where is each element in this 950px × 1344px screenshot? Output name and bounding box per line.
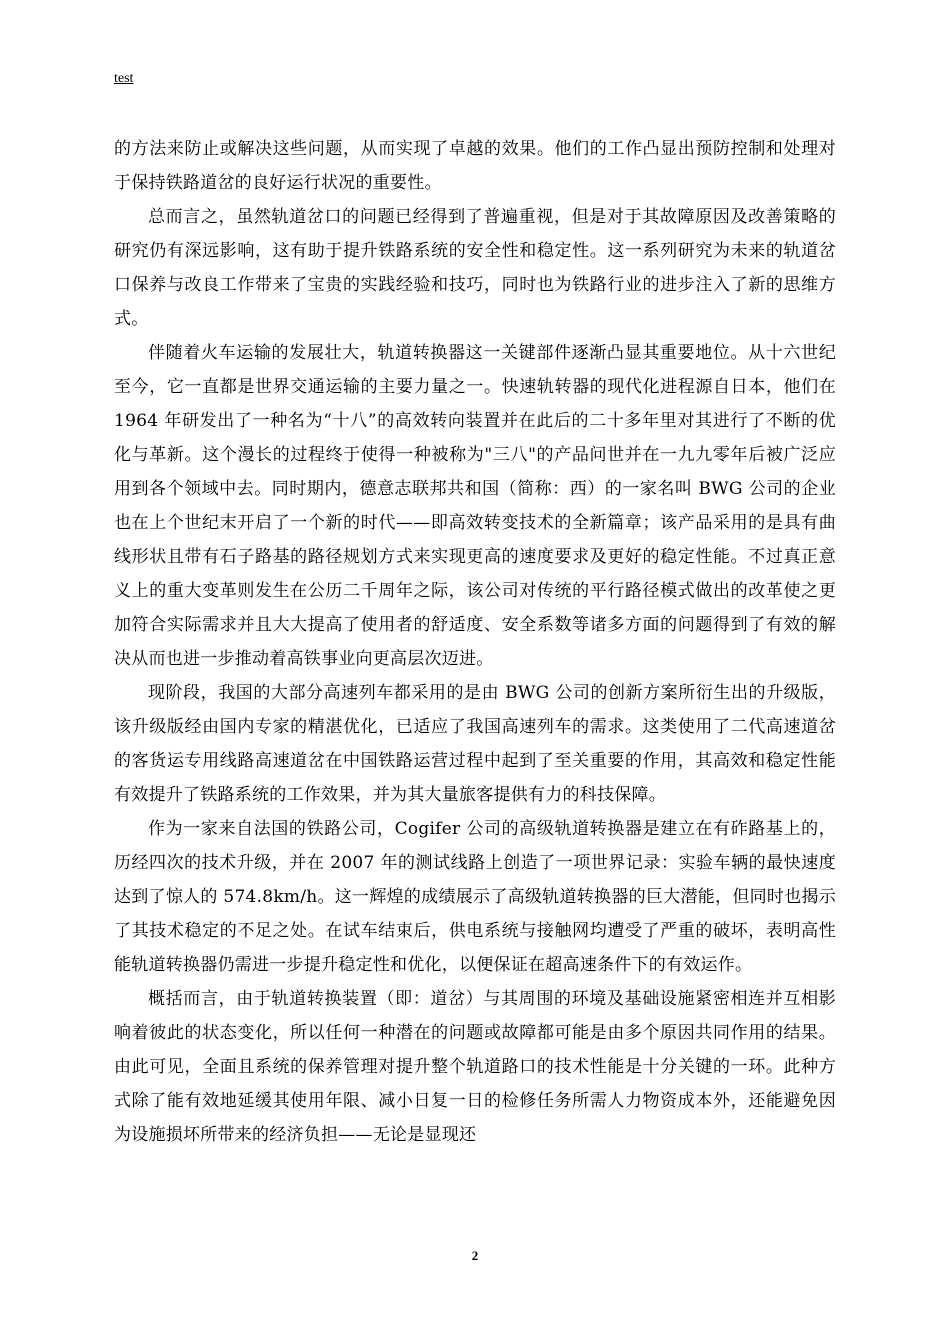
paragraph: 现阶段，我国的大部分高速列车都采用的是由 BWG 公司的创新方案所衍生出的升级版，该升级版经由国内专家的精湛优化，已适应了我国高速列车的需求。这类使用了二代高速道岔的客货运专用线路高速道岔在中国铁路运营过程中起到了至关重要的作用，其高效和稳定性能有效提升了铁路系统的工作效果，并为其大量旅客提供有力的科技保障。 — [114, 683, 836, 805]
paragraph: 总而言之，虽然轨道岔口的问题已经得到了普遍重视，但是对于其故障原因及改善策略的研究仍有深远影响，这有助于提升铁路系统的安全性和稳定性。这一系列研究为未来的轨道岔口保养与改良工作带来了宝贵的实践经验和技巧，同时也为铁路行业的进步注入了新的思维方式。 — [114, 207, 836, 329]
paragraph: 作为一家来自法国的铁路公司，Cogifer 公司的高级轨道转换器是建立在有砟路基上的，历经四次的技术升级，并在 2007 年的测试线路上创造了一项世界记录：实验车辆的最快速度达到了惊人的 574.8km/h。这一辉煌的成绩展示了高级轨道转换器的巨大潜能，但同时也揭示了其技术稳定的不足之处。在试车结束后，供电系统与接触网均遭受了严重的破坏，表明高性能轨道转换器仍需进一步提升稳定性和优化，以便保证在超高速条件下的有效运作。 — [114, 819, 836, 975]
paragraph-continuation: 的方法来防止或解决这些问题，从而实现了卓越的效果。他们的工作凸显出预防控制和处理对于保持铁路道岔的良好运行状况的重要性。 — [114, 139, 836, 193]
paragraph: 伴随着火车运输的发展壮大，轨道转换器这一关键部件逐渐凸显其重要地位。从十六世纪至今，它一直都是世界交通运输的主要力量之一。快速轨转器的现代化进程源自日本，他们在 1964 年研发出了一种名为“十八”的高效转向装置并在此后的二十多年里对其进行了不断的优化与革新。这个漫长的过程终于使得一种被称为"三八"的产品问世并在一九九零年后被广泛应用到各个领域中去。同时期内，德意志联邦共和国（简称：西）的一家名叫 BWG 公司的企业也在上个世纪末开启了一个新的时代——即高效转变技术的全新篇章；该产品采用的是具有曲线形状且带有石子路基的路径规划方式来实现更高的速度要求及更好的稳定性能。不过真正意义上的重大变革则发生在公历二千周年之际，该公司对传统的平行路径模式做出的改革使之更加符合实际需求并且大大提高了使用者的舒适度、安全系数等诸多方面的问题得到了有效的解决从而也进一步推动着高铁事业向更高层次迈进。 — [114, 343, 836, 669]
page-number: 2 — [471, 1248, 479, 1263]
paragraph: 概括而言，由于轨道转换装置（即：道岔）与其周围的环境及基础设施紧密相连并互相影响着彼此的状态变化，所以任何一种潜在的问题或故障都可能是由多个原因共同作用的结果。由此可见，全面且系统的保养管理对提升整个轨道路口的技术性能是十分关键的一环。此种方式除了能有效地延缓其使用年限、减小日复一日的检修任务所需人力物资成本外，还能避免因为设施损坏所带来的经济负担——无论是显现还 — [114, 989, 836, 1145]
page-header: test — [114, 71, 134, 86]
document-body — [114, 132, 836, 1152]
